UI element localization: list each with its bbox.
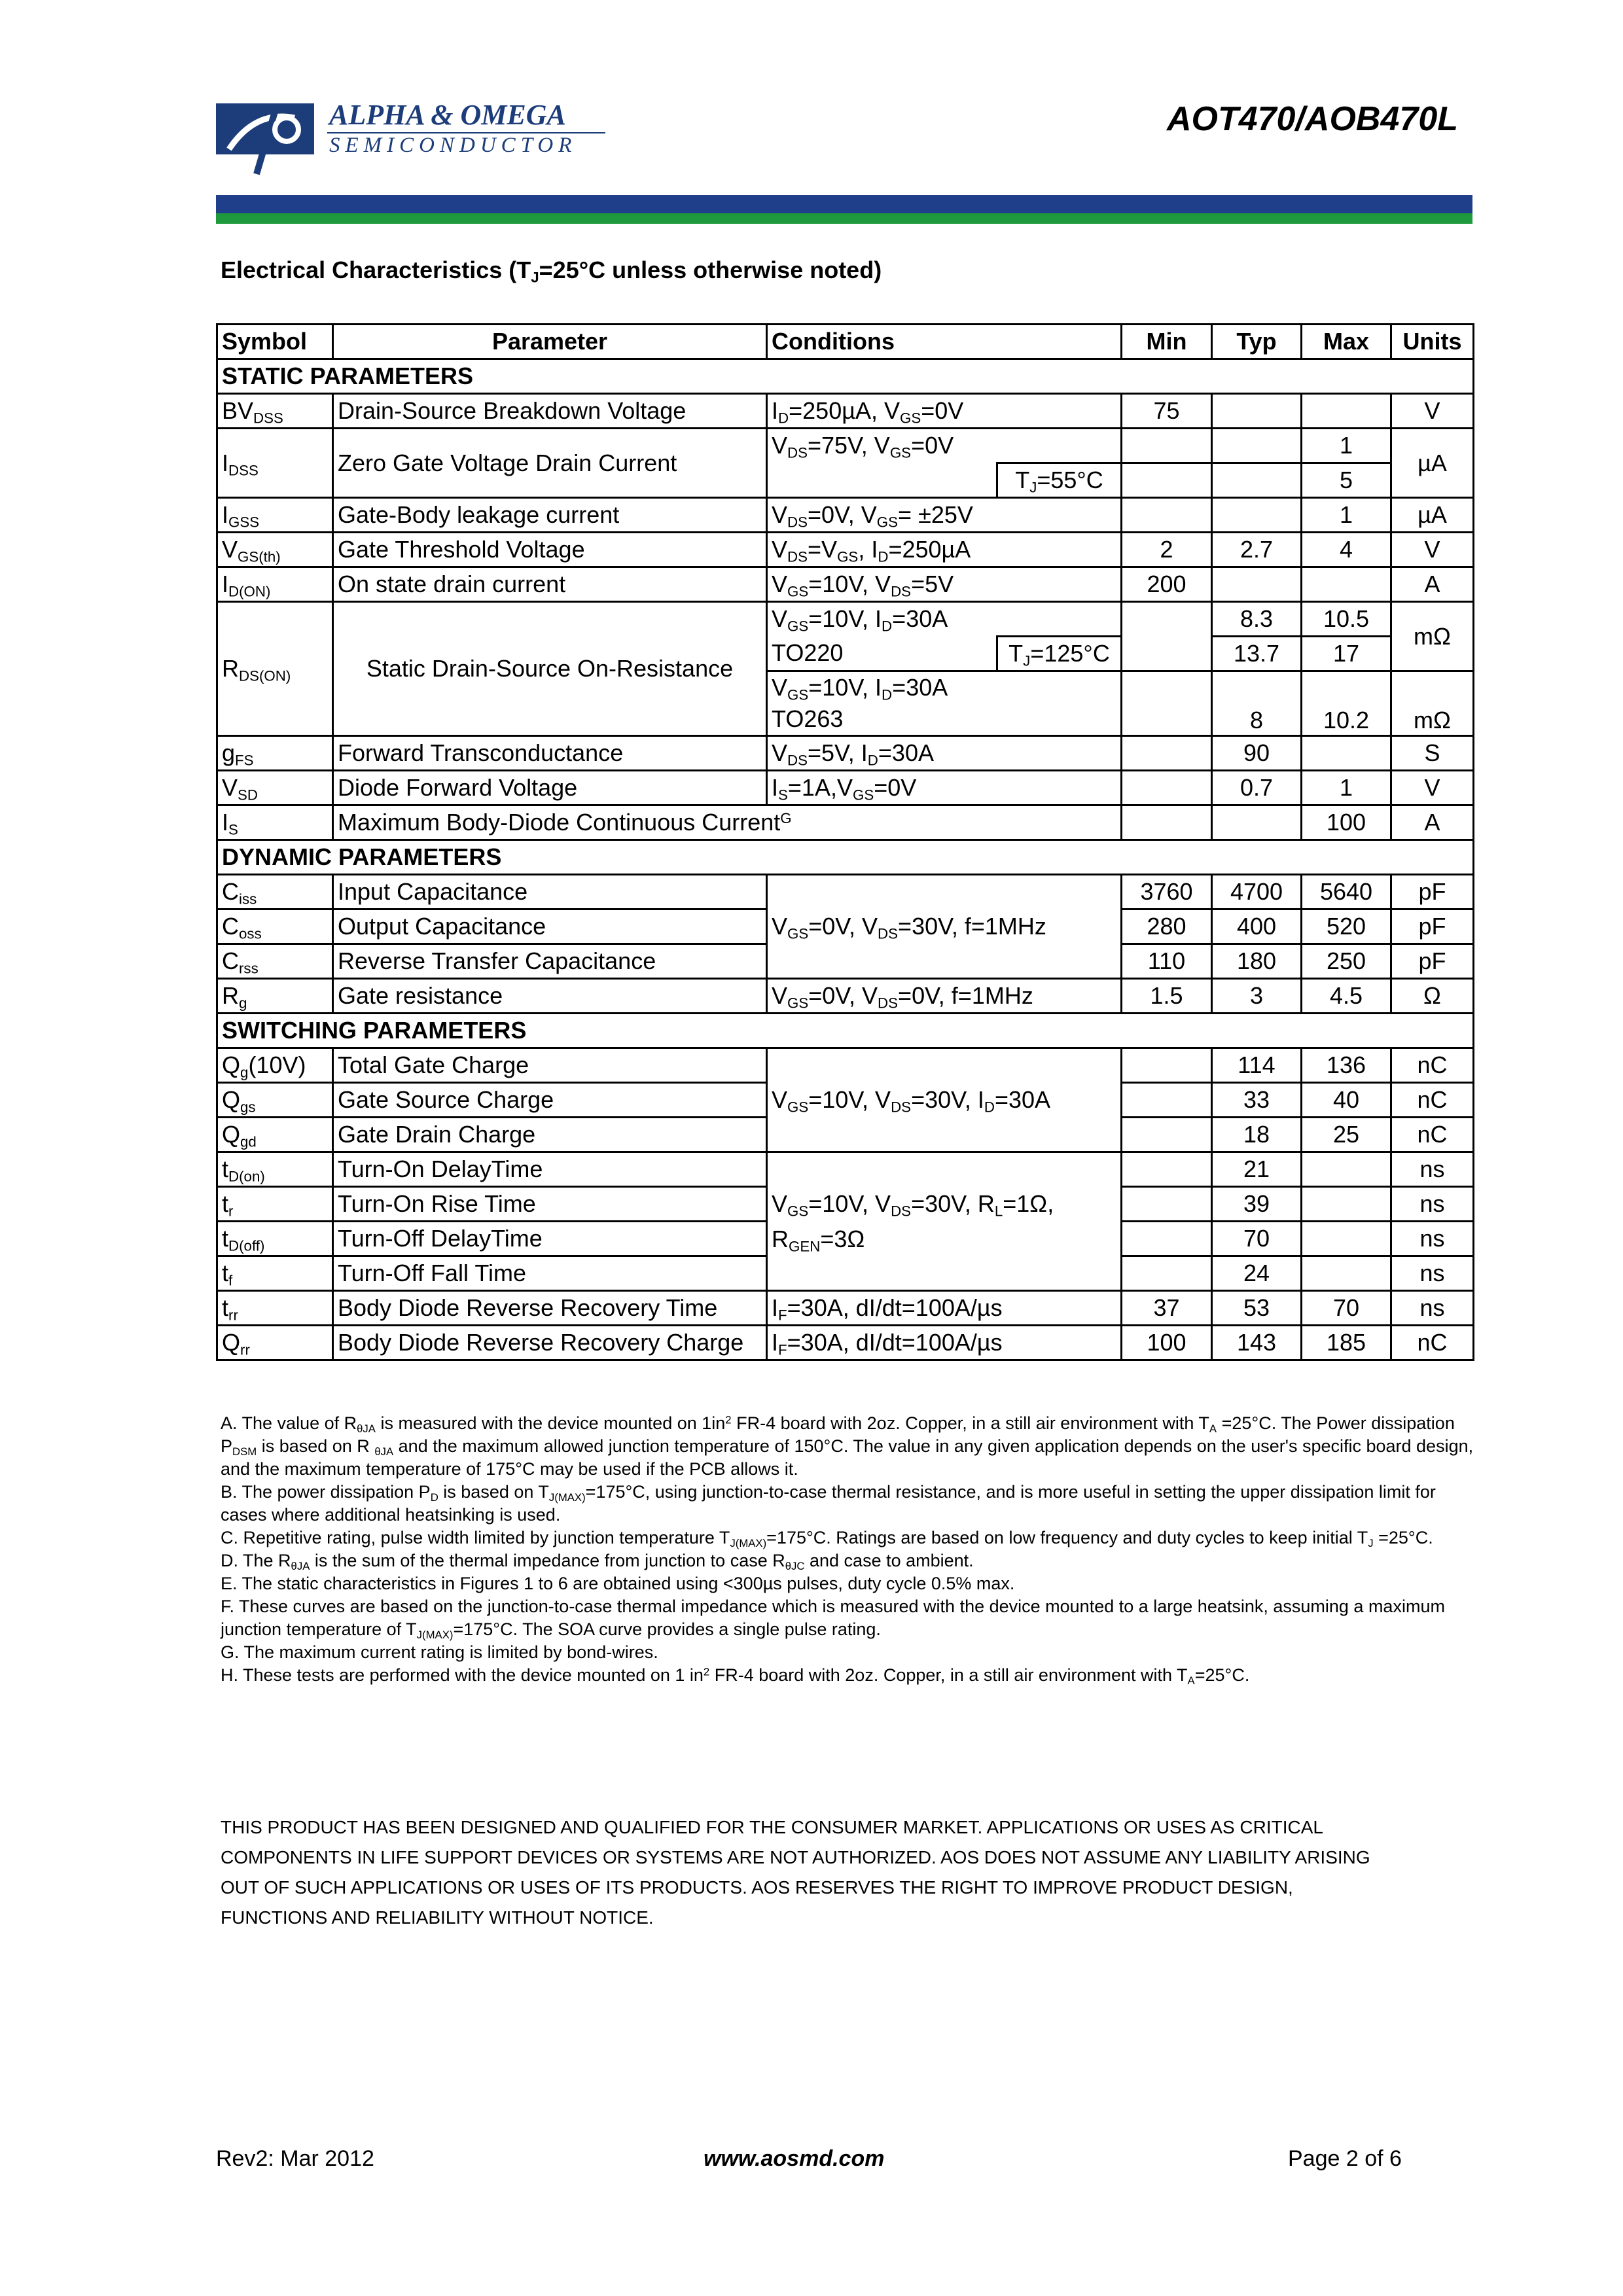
- header-typ: Typ: [1212, 325, 1302, 359]
- max-cell: 1: [1302, 429, 1391, 463]
- table-row: [217, 1152, 1474, 1187]
- typ-cell: [1212, 498, 1302, 533]
- header-band-blue: [216, 195, 1472, 213]
- min-cell: [1122, 1048, 1212, 1083]
- conditions-cell: $I_D=250\mu A$, $V_{GS}=0V$: [767, 394, 1122, 429]
- min-cell: [1122, 463, 1212, 498]
- disclaimer-line: THIS PRODUCT HAS BEEN DESIGNED AND QUALIFIED FOR THE CONSUMER MARKET. APPLICATIONS OR USES AS CRITICAL: [221, 1817, 1323, 1837]
- typ-cell: 8.3: [1212, 602, 1302, 637]
- max-cell: [1302, 1152, 1391, 1187]
- max-cell: 4.5: [1302, 979, 1391, 1014]
- static-section-title: STATIC PARAMETERS: [217, 359, 1474, 394]
- section-title: Electrical Characteristics ($T_J=25^\circ C$ unless otherwise noted): [221, 256, 882, 286]
- table-row: [217, 771, 1474, 805]
- symbol-cell: $V_{GS(th)}$: [217, 533, 333, 567]
- max-cell: [1302, 736, 1391, 771]
- max-cell: [1302, 567, 1391, 602]
- max-cell: 5: [1302, 463, 1391, 498]
- table-row: [217, 1326, 1474, 1360]
- units-cell: ns: [1391, 1256, 1474, 1291]
- conditions-cell: $V_{GS}=10V$, $I_D=30A$: [767, 602, 1122, 637]
- header-symbol: Symbol: [217, 325, 333, 359]
- conditions-cell: $I_F=30A$, dI/dt=100A/µs: [767, 1291, 1122, 1326]
- disclaimer-line: OUT OF SUCH APPLICATIONS OR USES OF ITS PRODUCTS. AOS RESERVES THE RIGHT TO IMPROVE PRODUCT DESIGN,: [221, 1877, 1293, 1898]
- symbol-cell: $Q_{gd}$: [217, 1118, 333, 1152]
- footer-page-number: Page 2 of 6: [1288, 2146, 1402, 2171]
- conditions-cell: $T_J=125^\circ C$: [997, 637, 1122, 671]
- typ-cell: 114: [1212, 1048, 1302, 1083]
- min-cell: 3760: [1122, 875, 1212, 910]
- conditions-cell: $V_{DS}=V_{GS}$, $I_D=250\mu A$: [767, 533, 1122, 567]
- max-cell: 4: [1302, 533, 1391, 567]
- symbol-cell: $t_{D(on)}$: [217, 1152, 333, 1187]
- typ-cell: 21: [1212, 1152, 1302, 1187]
- parameter-cell: Forward Transconductance: [333, 736, 767, 771]
- typ-cell: 39: [1212, 1187, 1302, 1222]
- typ-cell: 0.7: [1212, 771, 1302, 805]
- typ-cell: 24: [1212, 1256, 1302, 1291]
- units-cell: ns: [1391, 1187, 1474, 1222]
- typ-cell: 4700: [1212, 875, 1302, 910]
- symbol-cell: $Q_{rr}$: [217, 1326, 333, 1360]
- footer-revision: Rev2: Mar 2012: [216, 2146, 374, 2171]
- conditions-cell: $T_J=55^\circ C$: [997, 463, 1122, 498]
- max-cell: 1: [1302, 771, 1391, 805]
- units-cell: µA: [1391, 498, 1474, 533]
- note-e: E. The static characteristics in Figures 1 to 6 are obtained using <300µs pulses, duty cycle 0.5% max.: [221, 1574, 1015, 1593]
- parameter-cell: Gate resistance: [333, 979, 767, 1014]
- symbol-cell: $Q_{gs}$: [217, 1083, 333, 1118]
- units-cell: ns: [1391, 1291, 1474, 1326]
- max-cell: 40: [1302, 1083, 1391, 1118]
- disclaimer-line: COMPONENTS IN LIFE SUPPORT DEVICES OR SYSTEMS ARE NOT AUTHORIZED. AOS DOES NOT ASSUME ANY LIABILITY ARISING: [221, 1847, 1370, 1867]
- min-cell: 100: [1122, 1326, 1212, 1360]
- min-cell: 200: [1122, 567, 1212, 602]
- units-cell: nC: [1391, 1118, 1474, 1152]
- max-cell: 100: [1302, 805, 1391, 840]
- min-cell: 75: [1122, 394, 1212, 429]
- conditions-cell: $I_S=1A,V_{GS}=0V$: [767, 771, 1122, 805]
- units-cell: A: [1391, 805, 1474, 840]
- symbol-cell: $I_{D(ON)}$: [217, 567, 333, 602]
- conditions-cell: TO220: [767, 637, 997, 671]
- note-a: A. The value of $R_{\theta JA}$ is measured with the device mounted on $1in^2$ FR-4 board with 2oz. Copper, in a still air environment with $T_A =25^\circ C$. The Power dissipation $P_{DSM}$ is based on R $_{\theta JA}$ and the maximum allowed junction temperature of 150°C. The value in any given application depends on the user's specific board design, and the maximum temperature of 175°C may be used if the PCB allows it.: [221, 1413, 1474, 1479]
- header-parameter: Parameter: [333, 325, 767, 359]
- conditions-cell: $V_{GS}=10V$, $V_{DS}=30V$, $R_L=1\Omega$, $R_{GEN}=3\Omega$: [767, 1152, 1122, 1291]
- units-cell: mΩ: [1391, 602, 1474, 671]
- min-cell: [1122, 498, 1212, 533]
- min-cell: [1122, 1187, 1212, 1222]
- min-cell: [1122, 1256, 1212, 1291]
- conditions-cell: $V_{DS}=0V$, $V_{GS}= \pm 25V$: [767, 498, 1122, 533]
- table-row: [217, 533, 1474, 567]
- symbol-cell: $Q_g(10V)$: [217, 1048, 333, 1083]
- company-subtitle: SEMICONDUCTOR: [329, 133, 577, 157]
- max-cell: [1302, 394, 1391, 429]
- header-units: Units: [1391, 325, 1474, 359]
- note-d: D. The $R_{\theta JA}$ is the sum of the thermal impedance from junction to case $R_{\theta JC}$ and case to ambient.: [221, 1551, 974, 1573]
- table-row: [217, 394, 1474, 429]
- parameter-cell: Static Drain-Source On-Resistance: [333, 602, 767, 736]
- footnotes: [221, 1412, 1477, 1687]
- units-cell: nC: [1391, 1048, 1474, 1083]
- max-cell: 520: [1302, 910, 1391, 944]
- max-cell: 17: [1302, 637, 1391, 671]
- units-cell: pF: [1391, 910, 1474, 944]
- company-logo-icon: [216, 103, 314, 175]
- parameter-cell: Reverse Transfer Capacitance: [333, 944, 767, 979]
- header-band-green: [216, 213, 1472, 224]
- typ-cell: 143: [1212, 1326, 1302, 1360]
- max-cell: [1302, 1256, 1391, 1291]
- min-cell: 1.5: [1122, 979, 1212, 1014]
- note-c: C. Repetitive rating, pulse width limited by junction temperature $T_{J(MAX)}=175^\circ C$. Ratings are based on low frequency and duty cycles to keep initial $T_J =25^\circ C$.: [221, 1528, 1433, 1550]
- units-cell: ns: [1391, 1222, 1474, 1256]
- conditions-cell: $V_{GS}=0V$, $V_{DS}=0V$, f=1MHz: [767, 979, 1122, 1014]
- parameter-cell: Body Diode Reverse Recovery Charge: [333, 1326, 767, 1360]
- symbol-cell: $t_f$: [217, 1256, 333, 1291]
- symbol-cell: $BV_{DSS}$: [217, 394, 333, 429]
- conditions-blank: [767, 463, 997, 498]
- typ-cell: [1212, 567, 1302, 602]
- symbol-cell: $V_{SD}$: [217, 771, 333, 805]
- header-max: Max: [1302, 325, 1391, 359]
- conditions-cell: $V_{DS}=75V$, $V_{GS}=0V$: [767, 429, 1122, 463]
- min-cell: 280: [1122, 910, 1212, 944]
- table-row: [217, 429, 1474, 463]
- symbol-cell: $I_{DSS}$: [217, 429, 333, 498]
- parameter-cell: Zero Gate Voltage Drain Current: [333, 429, 767, 498]
- min-cell: [1122, 671, 1212, 736]
- symbol-cell: $C_{oss}$: [217, 910, 333, 944]
- footer-website-link[interactable]: www.aosmd.com: [704, 2146, 885, 2171]
- max-cell: 5640: [1302, 875, 1391, 910]
- min-cell: [1122, 602, 1212, 637]
- parameter-cell: Diode Forward Voltage: [333, 771, 767, 805]
- conditions-cell: $V_{GS}=0V$, $V_{DS}=30V$, f=1MHz: [767, 875, 1122, 979]
- header-min: Min: [1122, 325, 1212, 359]
- units-cell: A: [1391, 567, 1474, 602]
- company-name: ALPHA & OMEGA: [329, 99, 566, 131]
- parameter-cell: Turn-On DelayTime: [333, 1152, 767, 1187]
- table-row: [217, 736, 1474, 771]
- min-cell: [1122, 1118, 1212, 1152]
- max-cell: 10.5: [1302, 602, 1391, 637]
- symbol-cell: $g_{FS}$: [217, 736, 333, 771]
- units-cell: V: [1391, 771, 1474, 805]
- max-cell: 185: [1302, 1326, 1391, 1360]
- parameter-cell: Turn-On Rise Time: [333, 1187, 767, 1222]
- typ-cell: 400: [1212, 910, 1302, 944]
- conditions-cell: $V_{GS}=10V$, $I_D=30A$ TO263: [767, 671, 1122, 736]
- units-cell: µA: [1391, 429, 1474, 498]
- typ-cell: 8: [1212, 671, 1302, 736]
- symbol-cell: $t_r$: [217, 1187, 333, 1222]
- symbol-cell: $R_{DS(ON)}$: [217, 602, 333, 736]
- table-row: [217, 1048, 1474, 1083]
- table-row: [217, 602, 1474, 637]
- conditions-cell: $V_{DS}=5V$, $I_D=30A$: [767, 736, 1122, 771]
- min-cell: [1122, 736, 1212, 771]
- parameter-cell: Total Gate Charge: [333, 1048, 767, 1083]
- table-row: [217, 567, 1474, 602]
- disclaimer: [221, 1812, 1477, 1933]
- max-cell: [1302, 1187, 1391, 1222]
- units-cell: nC: [1391, 1083, 1474, 1118]
- min-cell: [1122, 1083, 1212, 1118]
- parameter-cell: Input Capacitance: [333, 875, 767, 910]
- table-row: [217, 805, 1474, 840]
- electrical-characteristics-table: [216, 323, 1474, 1361]
- symbol-cell: $I_{GSS}$: [217, 498, 333, 533]
- header-conditions: Conditions: [767, 325, 1122, 359]
- parameter-cell: Drain-Source Breakdown Voltage: [333, 394, 767, 429]
- units-cell: ns: [1391, 1152, 1474, 1187]
- part-number: AOT470/AOB470L: [1166, 100, 1458, 138]
- min-cell: 2: [1122, 533, 1212, 567]
- symbol-cell: $R_g$: [217, 979, 333, 1014]
- note-h: H. These tests are performed with the device mounted on 1 $in^2$ FR-4 board with 2oz. Copper, in a still air environment with $T_A=25^\circ C$.: [221, 1665, 1250, 1687]
- units-cell: V: [1391, 533, 1474, 567]
- units-cell: nC: [1391, 1326, 1474, 1360]
- units-cell: S: [1391, 736, 1474, 771]
- max-cell: [1302, 1222, 1391, 1256]
- table-header: [217, 325, 1474, 359]
- typ-cell: [1212, 805, 1302, 840]
- max-cell: 136: [1302, 1048, 1391, 1083]
- typ-cell: [1212, 463, 1302, 498]
- typ-cell: 70: [1212, 1222, 1302, 1256]
- min-cell: [1122, 805, 1212, 840]
- typ-cell: 2.7: [1212, 533, 1302, 567]
- typ-cell: 90: [1212, 736, 1302, 771]
- min-cell: [1122, 1152, 1212, 1187]
- parameter-cell: Gate Source Charge: [333, 1083, 767, 1118]
- units-cell: mΩ: [1391, 671, 1474, 736]
- symbol-cell: $C_{rss}$: [217, 944, 333, 979]
- symbol-cell: $I_S$: [217, 805, 333, 840]
- symbol-cell: $C_{iss}$: [217, 875, 333, 910]
- typ-cell: 18: [1212, 1118, 1302, 1152]
- conditions-cell: $V_{GS}=10V$, $V_{DS}=5V$: [767, 567, 1122, 602]
- parameter-cell: Gate-Body leakage current: [333, 498, 767, 533]
- units-cell: Ω: [1391, 979, 1474, 1014]
- symbol-cell: $t_{rr}$: [217, 1291, 333, 1326]
- max-cell: 10.2: [1302, 671, 1391, 736]
- units-cell: V: [1391, 394, 1474, 429]
- conditions-cell: $V_{GS}=10V$, $V_{DS}=30V$, $I_D=30A$: [767, 1048, 1122, 1152]
- table-row: [217, 498, 1474, 533]
- max-cell: 1: [1302, 498, 1391, 533]
- conditions-cell: $I_F=30A$, dI/dt=100A/µs: [767, 1326, 1122, 1360]
- parameter-cell: Output Capacitance: [333, 910, 767, 944]
- units-cell: pF: [1391, 944, 1474, 979]
- typ-cell: 3: [1212, 979, 1302, 1014]
- min-cell: [1122, 637, 1212, 671]
- note-f: F. These curves are based on the junction-to-case thermal impedance which is measured with the device mounted to a large heatsink, assuming a maximum junction temperature of $T_{J(MAX)}=175^\circ C$. The SOA curve provides a single pulse rating.: [221, 1597, 1445, 1642]
- switching-section-title: SWITCHING PARAMETERS: [217, 1014, 1474, 1048]
- parameter-cell: Gate Drain Charge: [333, 1118, 767, 1152]
- typ-cell: [1212, 394, 1302, 429]
- min-cell: 110: [1122, 944, 1212, 979]
- min-cell: [1122, 1222, 1212, 1256]
- min-cell: [1122, 429, 1212, 463]
- symbol-cell: $t_{D(off)}$: [217, 1222, 333, 1256]
- typ-cell: 13.7: [1212, 637, 1302, 671]
- parameter-cell: Gate Threshold Voltage: [333, 533, 767, 567]
- max-cell: 25: [1302, 1118, 1391, 1152]
- min-cell: 37: [1122, 1291, 1212, 1326]
- units-cell: pF: [1391, 875, 1474, 910]
- parameter-cell: On state drain current: [333, 567, 767, 602]
- parameter-cell: Turn-Off DelayTime: [333, 1222, 767, 1256]
- table-row: [217, 979, 1474, 1014]
- parameter-cell: Turn-Off Fall Time: [333, 1256, 767, 1291]
- dynamic-section-title: DYNAMIC PARAMETERS: [217, 840, 1474, 875]
- min-cell: [1122, 771, 1212, 805]
- max-cell: 250: [1302, 944, 1391, 979]
- table-row: [217, 1291, 1474, 1326]
- typ-cell: 53: [1212, 1291, 1302, 1326]
- parameter-cell: Maximum Body-Diode Continuous Current$^G$: [333, 805, 1122, 840]
- table-row: [217, 875, 1474, 910]
- typ-cell: [1212, 429, 1302, 463]
- typ-cell: 33: [1212, 1083, 1302, 1118]
- disclaimer-line: FUNCTIONS AND RELIABILITY WITHOUT NOTICE.: [221, 1907, 654, 1928]
- note-b: B. The power dissipation $P_D$ is based on $T_{J(MAX)}=175^\circ C$, using junction-to-case thermal resistance, and is more useful in setting the upper dissipation limit for cases where additional heatsinking is used.: [221, 1482, 1436, 1525]
- parameter-cell: Body Diode Reverse Recovery Time: [333, 1291, 767, 1326]
- max-cell: 70: [1302, 1291, 1391, 1326]
- typ-cell: 180: [1212, 944, 1302, 979]
- note-g: G. The maximum current rating is limited by bond-wires.: [221, 1642, 658, 1662]
